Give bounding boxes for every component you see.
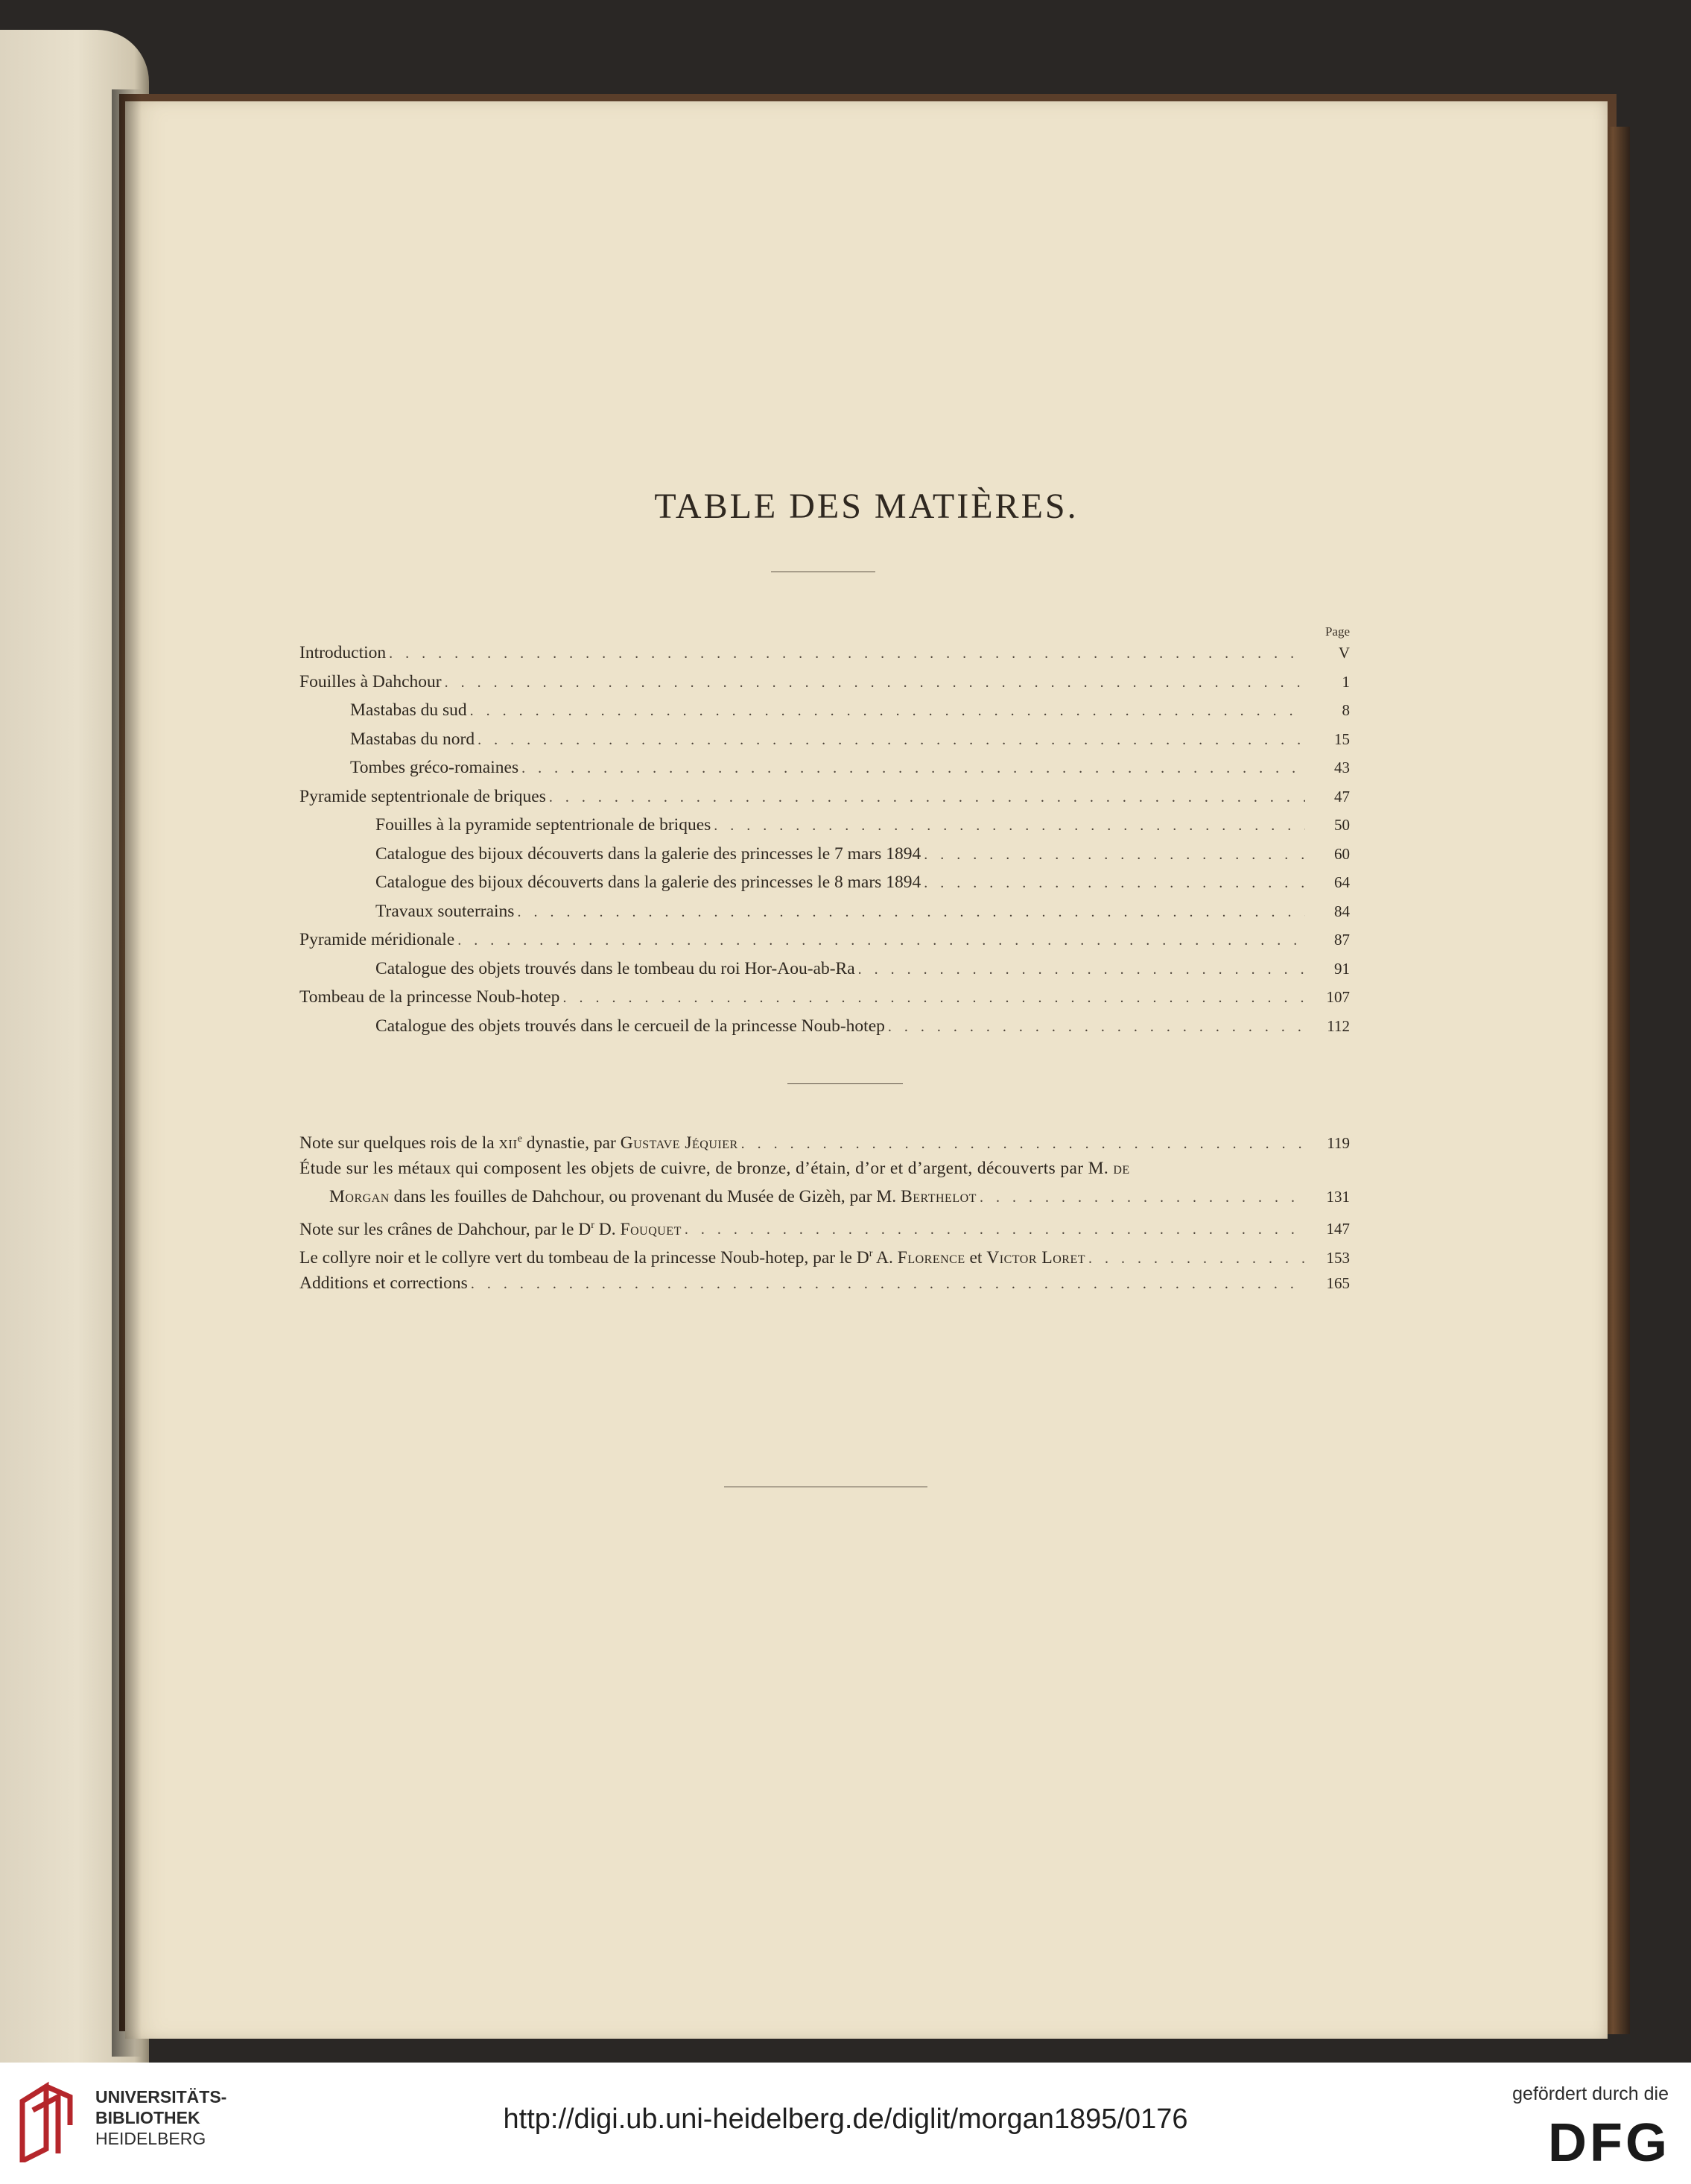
toc-entry-page: 87 [1334,931,1350,949]
toc-entry-label: Catalogue des objets trouvés dans le tombeau du roi Hor-Aou-ab-Ra [375,958,855,978]
toc-entry-label: Catalogue des bijoux découverts dans la galerie des princesses le 8 mars 1894 [375,873,921,892]
leader-dots [858,955,1305,984]
appendix-entry [299,1212,1350,1241]
page-column-label: Page [1324,624,1350,639]
toc-entry-page: 107 [1326,988,1350,1006]
toc-entry [299,897,1350,926]
toc-entry [299,868,1350,897]
appendix-entry-label: Additions et corrections [299,1273,468,1293]
toc-entry-page: 1 [1342,672,1350,691]
toc-entry-page: V [1338,644,1350,662]
appendix-entry-line [299,1154,1350,1183]
page-title: TABLE DES MATIÈRES. [654,487,1079,526]
toc-entry-label: Catalogue des bijoux découverts dans la galerie des princesses le 7 mars 1894 [375,843,921,864]
appendix-entry-label: Le collyre noir et le collyre vert du tombeau de la princesse Noub-hotep, par le $D^r$ A. Florence et Victor Loret [299,1247,1086,1267]
leader-dots [714,811,1305,841]
toc-entry-page: 8 [1342,701,1350,719]
appendix-entry [299,1183,1350,1212]
toc-entry-label: Fouilles à la pyramide septentrionale de briques [375,815,711,835]
dfg-logo: DFG [1548,2113,1670,2173]
leader-dots [471,1270,1305,1299]
leader-dots [470,697,1305,726]
toc-entry [299,753,1350,782]
section-rule [787,1083,903,1084]
library-name: UNIVERSITÄTS- BIBLIOTHEK HEIDELBERG [95,2087,227,2148]
toc-appendix [299,1125,1350,1297]
toc-entry [299,840,1350,869]
toc-entry [299,639,1350,668]
appendix-entry-page: 131 [1326,1188,1350,1206]
toc-entry-label: Tombes gréco-romaines [350,758,519,777]
leader-dots [562,984,1305,1013]
appendix-entry-label: Note sur les crânes de Dahchour, par le $D^r$ D. Fouquet [299,1219,682,1239]
toc-entry-page: 84 [1334,902,1350,920]
appendix-entry-label: Morgan dans les fouilles de Dahchour, ou provenant du Musée de Gizèh, par M. Berthelot [329,1187,977,1206]
toc-entry [299,696,1350,725]
toc-entry-label: Travaux souterrains [375,901,515,921]
appendix-entry-page: 147 [1326,1220,1350,1238]
appendix-entry [299,1125,1350,1154]
toc-entry-label: Tombeau de la princesse Noub-hotep [299,987,560,1007]
book-page [125,101,1608,2039]
toc-entry [299,725,1350,754]
toc-entry-label: Introduction [299,643,387,662]
toc-entry-page: 15 [1334,729,1350,748]
toc-entry-label: Pyramide méridionale [299,930,455,949]
toc-entry [299,925,1350,955]
appendix-entry [299,1240,1350,1269]
gutter-shadow [112,89,142,2057]
toc-entry [299,811,1350,840]
toc-entry-label: Mastabas du nord [350,729,475,749]
toc-entry [299,1012,1350,1041]
leader-dots [445,668,1305,697]
toc-main [299,639,1350,1040]
appendix-entry-page: 119 [1327,1133,1350,1152]
permalink-url[interactable]: http://digi.ub.uni-heidelberg.de/diglit/morgan1895/0176 [503,2104,1188,2135]
toc-entry-page: 64 [1334,873,1350,891]
viewer-footer [0,2063,1691,2184]
leader-dots [517,898,1305,927]
appendix-entry-label: Étude sur les métaux qui composent les objets de cuivre, de bronze, d’étain, d’or et d’argent, découverts par M. de [299,1158,1130,1178]
leader-dots [521,754,1305,783]
toc-entry-page: 43 [1334,759,1350,776]
toc-entry-page: 47 [1334,787,1350,805]
toc-entry [299,983,1350,1012]
appendix-entry-page: 153 [1326,1248,1350,1267]
appendix-entry-label: Note sur quelques rois de la XIIe dynastie, par Gustave Jéquier [299,1133,738,1153]
toc-entry [299,782,1350,811]
appendix-entry-page: 165 [1326,1273,1350,1292]
toc-entry-page: 60 [1334,844,1350,863]
leader-dots [457,926,1305,955]
leader-dots [389,639,1305,668]
funded-by-label: gefördert durch die [1512,2083,1669,2104]
appendix-entry [299,1269,1350,1298]
toc-entry-page: 112 [1327,1016,1350,1035]
toc-entry [299,955,1350,984]
toc-entry-page: 50 [1334,816,1350,834]
toc-entry-page: 91 [1334,959,1350,978]
toc-entry-label: Mastabas du sud [350,700,467,720]
leader-dots [924,841,1305,870]
leader-dots [980,1183,1305,1212]
toc-entry [299,668,1350,697]
toc-entry-label: Catalogue des objets trouvés dans le cercueil de la princesse Noub-hotep [375,1016,885,1036]
leader-dots [549,783,1305,812]
leader-dots [888,1013,1305,1042]
toc-entry-label: Fouilles à Dahchour [299,671,442,691]
toc-entry-label: Pyramide septentrionale de briques [299,786,546,806]
leader-dots [478,726,1305,755]
leader-dots [924,869,1305,898]
